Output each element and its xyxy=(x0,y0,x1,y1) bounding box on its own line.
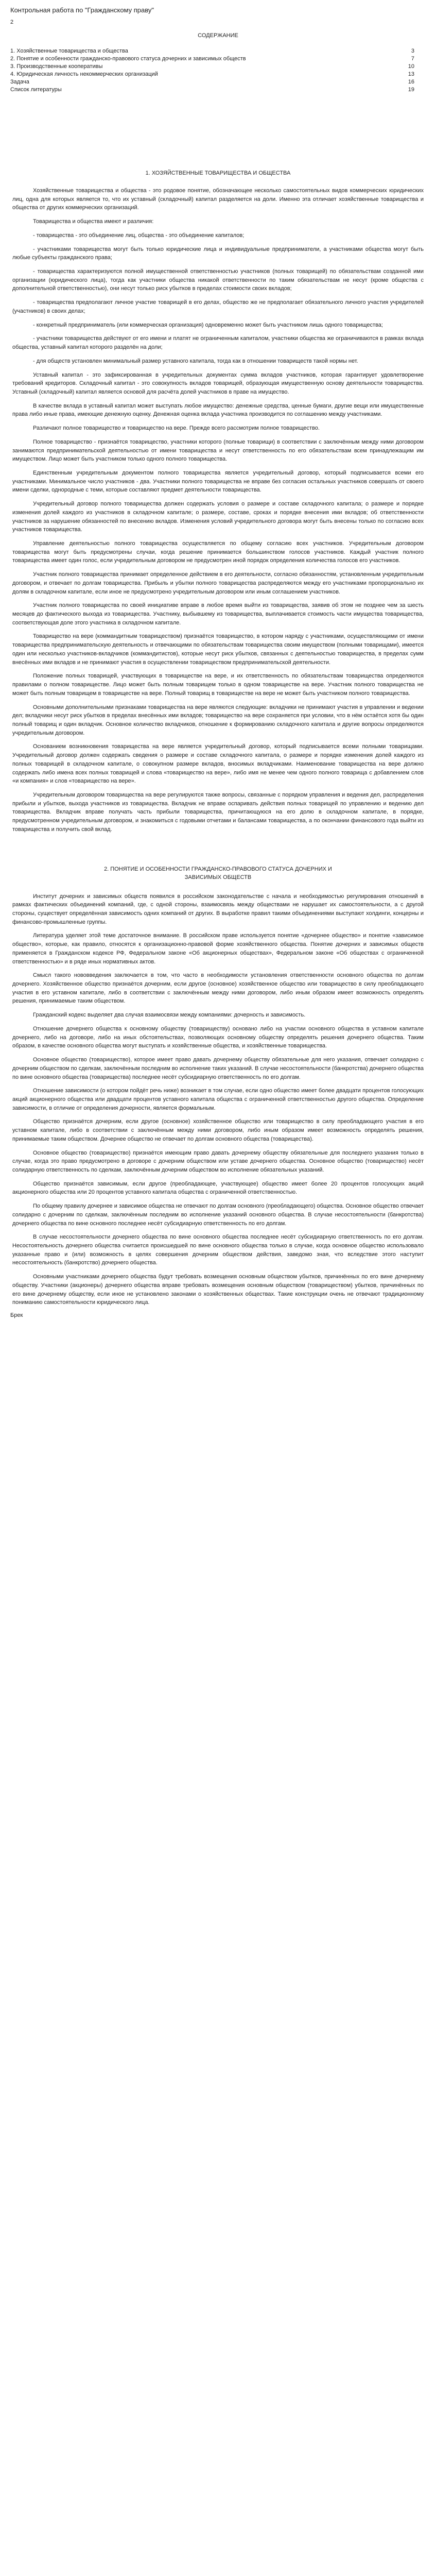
paragraph: Учредительным договором товарищества на вере регулируются также вопросы, связанные с порядком управления и ведения дел, распределения прибыли и убытков, выхода участников из товарищества. Вкладчик не вправе оспаривать действия полных товарищей по управлению и ведению дел товарищества. Вкладчик вправе получать часть прибыли товарищества, причитающуюся на его долю в складочном капитале, в порядке, предусмотренном учредительным договором, и знакомиться с годовыми отчетами и балансами товарищества, а по окончании финансового года выйти из товарищества и получить свой вклад. xyxy=(12,791,424,833)
toc-item-page: 7 xyxy=(411,56,414,62)
paragraph: В качестве вклада в уставный капитал может выступать любое имущество: денежные средства, ценные бумаги, другие вещи или имущественные права либо иные права, имеющие денежную оценку. Денежная оценка вклада участника производится по соглашению между участниками. xyxy=(12,402,424,418)
paragraph: Литература уделяет этой теме достаточное внимание. В российском праве используется понятие «дочернее общество» и понятие «зависимое общество», которые, как правило, относятся к организационно-правовой форме хозяйственного общества. Понятие дочерних и зависимых обществ применяется в Гражданском кодексе РФ, Федеральном законе «Об акционерных обществах», Федеральном законе «Об обществах с ограниченной ответственностью» и в ряде иных нормативных актов. xyxy=(12,933,424,965)
toc-item[interactable] xyxy=(10,63,426,70)
paragraph: Отношение дочернего общества к основному обществу (товариществу) основано либо на участии основного общества в уставном капитале дочернего, либо на договоре, либо на иных обстоятельствах, позволяющих основному обществу определять решения дочернего общества. Таким образом, в качестве основного общества могут выступать и хозяйственные общества, и хозяйственные товарищества. xyxy=(12,1025,424,1049)
toc-heading: СОДЕРЖАНИЕ xyxy=(198,32,238,39)
toc-item-label: 2. Понятие и особенности гражданско-правового статуса дочерних и зависимых обществ xyxy=(10,56,246,62)
section-2-heading-line-2: ЗАВИСИМЫХ ОБЩЕСТВ xyxy=(184,874,252,881)
paragraph: - товарищества предполагают личное участие товарищей в его делах, общество же не предполагает обязательного личного участия учредителей (участников) в своих делах; xyxy=(12,299,424,314)
paragraph: - участники товарищества действуют от его имени и платят не ограниченным капиталом, участники общества же ограничиваются в рамках вклада общества, уставный капитал которого разделён на доли; xyxy=(12,335,424,351)
paragraph: Участник полного товарищества принимает определенное действием в его деятельности, согласно обязанностям, установленным учредительным договором, и отвечает по долгам товарищества. Прибыль и убытки полного товарищества распределяются между его участниками пропорционально их долям в складочном капитале, если иное не предусмотрено учредительным договором или иным соглашением участников. xyxy=(12,571,424,595)
paragraph: По общему правилу дочернее и зависимое общества не отвечают по долгам основного (преобладающего) общества. Основное общество отвечает солидарно с дочерним по сделкам, заключённым последним во исполнение указаний основного общества. В случае несостоятельности (банкротства) дочернего общества по вине основного последнее несёт субсидиарную ответственность по его долгам. xyxy=(12,1203,424,1227)
paragraph: Полное товарищество - признаётся товарищество, участники которого (полные товарищи) в соответствии с заключённым между ними договором занимаются предпринимательской деятельностью от имени товарищества и несут ответственность по его обязательствам всем принадлежащим им имуществом. Лицо может быть участником только одного полного товарищества. xyxy=(12,438,424,463)
toc-item[interactable] xyxy=(10,87,426,93)
toc-item-label: Список литературы xyxy=(10,87,62,93)
toc-item-page: 3 xyxy=(411,48,414,54)
toc-item[interactable] xyxy=(10,48,426,54)
toc-item-page: 19 xyxy=(408,87,414,93)
section-2-body xyxy=(10,892,426,1307)
toc-item-page: 16 xyxy=(408,79,414,85)
paragraph: Участник полного товарищества по своей инициативе вправе в любое время выйти из товарищества, заявив об этом не позднее чем за шесть месяцев до фактического выхода из товарищества. Участнику, выбывшему из товарищества, выплачивается стоимость части имущества товарищества, соответствующая доле этого участника в складочном капитале. xyxy=(12,602,424,626)
toc-item-page: 13 xyxy=(408,71,414,77)
paragraph: Учредительный договор полного товарищества должен содержать условия о размере и составе складочного капитала; о размере и порядке изменения долей каждого из участников в складочном капитале; о размере, составе, сроках и порядке внесения ими вкладов; об ответственности участников за нарушение обязанностей по внесению вкладов. Изменения условий учредительного договора могут быть внесены только по согласию всех участников товарищества. xyxy=(12,501,424,533)
paragraph: Общество признаётся дочерним, если другое (основное) хозяйственное общество или товарищество в силу преобладающего участия в его уставном капитале, либо в соответствии с заключённым между ними договором, либо иным образом имеет возможность определять решения, принимаемые таким обществом. Дочернее общество не отвечает по долгам основного общества (товарищества). xyxy=(12,1118,424,1142)
paragraph: Различают полное товарищество и товарищество на вере. Прежде всего рассмотрим полное товарищество. xyxy=(33,425,320,432)
table-of-contents xyxy=(10,32,426,93)
toc-item[interactable] xyxy=(10,56,426,62)
paragraph: - товарищества характеризуются полной имущественной ответственностью участников (полных товарищей) по обязательствам созданной ими организации (юридического лица), тогда как участники общества никакой ответственности по таким обязательствам не несут (кроме общества с дополнительной ответственностью), они несут только риск убытков в пределах стоимости своих вкладов; xyxy=(12,268,424,292)
paragraph: Основными участниками дочернего общества будут требовать возмещения основным обществом убытков, причинённых по его вине дочернему обществу. Участники (акционеры) дочернего общества вправе требовать возмещения основным обществом (товариществом) убытков, причинённых по его вине дочернему обществу, если иное не установлено законами о хозяйственных обществах. Такие конструкции очень не отвечают традиционному пониманию самостоятельности юридического лица. xyxy=(12,1274,424,1306)
section-1-body xyxy=(10,187,426,834)
toc-item[interactable] xyxy=(10,71,426,77)
section-2 xyxy=(10,865,426,1307)
document-title: Контрольная работа по "Гражданскому праву" xyxy=(10,6,154,14)
paragraph: Уставный капитал - это зафиксированная в учредительных документах сумма вкладов участников, которая гарантирует удовлетворение требований кредиторов. Складочный капитал - это совокупность вкладов товарищей, образующая имущественную основу деятельности товарищества. Уставный (складочный) капитал является основой для расчёта долей участников в праве на имущество. xyxy=(12,371,424,395)
section-1-heading: 1. ХОЗЯЙСТВЕННЫЕ ТОВАРИЩЕСТВА И ОБЩЕСТВА xyxy=(145,170,291,176)
paragraph: Общество признаётся зависимым, если другое (преобладающее, участвующее) общество имеет более 20 процентов голосующих акций акционерного общества или 20 процентов уставного капитала общества с ограниченной ответственностью. xyxy=(12,1180,424,1196)
paragraph: Основное общество (товарищество), которое имеет право давать дочернему обществу обязательные для него указания, отвечает солидарно с дочерним обществом по сделкам, заключённым последним во исполнение таких указаний. В случае несостоятельности (банкротства) дочернего общества по вине основного общества (товарищества) последнее несёт субсидиарную ответственность по его долгам. xyxy=(12,1057,424,1080)
toc-item-page: 10 xyxy=(408,63,414,70)
paragraph: - участниками товарищества могут быть только юридические лица и индивидуальные предприниматели, а участниками общества могут быть любые субъекты гражданского права; xyxy=(12,246,424,261)
paragraph: Основными дополнительными признаками товарищества на вере являются следующие: вкладчики не принимают участия в управлении и ведении дел; вкладчики несут риск убытков в пределах внесённых ими вкладов; товарищество на вере сохраняется при условии, что в нём остаётся хотя бы один полный товарищ и один вкладчик. Основное количество вкладчиков, отношение к формированию складочного капитала и другие вопросы определяются учредительным договором. xyxy=(12,704,424,736)
section-2-heading-line-1: 2. ПОНЯТИЕ И ОСОБЕННОСТИ ГРАЖДАНСКО-ПРАВОВОГО СТАТУСА ДОЧЕРНИХ И xyxy=(104,866,332,872)
paragraph: Товарищество на вере (коммандитным товариществом) признаётся товарищество, в котором наряду с участниками, осуществляющими от имени товарищества предпринимательскую деятельность и отвечающими по обязательствам товарищества своим имуществом (полными товарищами), имеется один или несколько участников-вкладчиков (коммандитистов), которые несут риск убытков, связанных с деятельностью товарищества, в пределах сумм внесённых ими вкладов и не принимают участия в осуществлении товариществом предпринимательской деятельности. xyxy=(12,633,424,666)
paragraph: Положение полных товарищей, участвующих в товариществе на вере, и их ответственность по обязательствам товарищества определяются правилами о полном товариществе. Лицо может быть полным товарищем только в одном товариществе на вере. Участник полного товарищества не может быть полным товарищем в товариществе на вере. Полный товарищ в товариществе на вере не может быть участником полного товарищества. xyxy=(12,673,424,697)
toc-item-label: Задача xyxy=(10,79,29,85)
footer-text: Брек xyxy=(10,1312,23,1319)
paragraph: Хозяйственные товарищества и общества - это родовое понятие, обозначающее несколько самостоятельных видов коммерческих юридических лиц, одна для которых является то, что их уставный (складочный) капитал разделяется на доли. Именно эта отличает хозяйственные товарищества и общества от других коммерческих организаций. xyxy=(12,188,424,211)
toc-item-label: 1. Хозяйственные товарищества и общества xyxy=(10,48,128,54)
toc-item-label: 3. Производственные кооперативы xyxy=(10,63,103,70)
paragraph: Основанием возникновения товарищества на вере является учредительный договор, который подписывается всеми полными товарищами. Учредительный договор должен содержать сведения о размере и составе складочного капитала, о размере и порядке изменения долей каждого из полных товарищей в складочном капитале, о совокупном размере вкладов, вносимых вкладчиками. Наименование товарищества на вере должно содержать либо имена всех полных товарищей и слова «товарищество на вере», либо имя не менее чем одного полного товарища с добавлением слов «и компания» и слов «товарищество на вере». xyxy=(12,743,424,785)
paragraph: Гражданский кодекс выделяет два случая взаимосвязи между компаниями: дочерность и зависимость. xyxy=(33,1012,306,1019)
toc-item-label: 4. Юридическая личность некоммерческих организаций xyxy=(10,71,158,77)
paragraph: Институт дочерних и зависимых обществ появился в российском законодательстве с начала и необходимостью регулирования отношений в рамках фактических объединений компаний, где, с одной стороны, взаимосвязь между обществами не нарушает их самостоятельности, а с другой стороны, существует определённая зависимость одних компаний от других. В выработке правил такими объединениями выступают холдинги, концерны и финансово-промышленные группы. xyxy=(12,893,424,925)
paragraph: - товарищества - это объединение лиц, общества - это объединение капиталов; xyxy=(33,232,245,239)
paragraph: - конкретный предприниматель (или коммерческая организация) одновременно может быть участником лишь одного товарищества; xyxy=(33,321,383,328)
toc-item[interactable] xyxy=(10,79,426,85)
paragraph: Товарищества и общества имеют и различия: xyxy=(33,218,154,225)
paragraph: Управление деятельностью полного товарищества осуществляется по общему согласию всех участников. Учредительным договором товарищества могут быть предусмотрены случаи, когда решение принимается большинством голосов участников. Каждый участник полного товарищества имеет один голос, если учредительным договором не предусмотрен иной порядок определения количества голосов его участников. xyxy=(12,540,424,564)
page-number: 2 xyxy=(10,19,14,25)
paragraph: В случае несостоятельности дочернего общества по вине основного общества последнее несёт субсидиарную ответственность по его долгам. Несостоятельность дочернего общества считается происшедшей по вине основного общества только в случае, когда основное общество использовало указанные право и (или) возможность в целях совершения дочерним обществом действия, заведомо зная, что вследствие этого наступит несостоятельность (банкротство) дочернего общества. xyxy=(12,1234,424,1266)
paragraph: - для обществ установлен минимальный размер уставного капитала, тогда как в отношении товариществ такой нормы нет. xyxy=(33,358,358,364)
section-1 xyxy=(10,170,426,834)
paragraph: Единственным учредительным документом полного товарищества является учредительный договор, который подписывается всеми его участниками. Минимальное число участников - два. Участники полного товарищества не вправе без согласия остальных участников совершать от своего имени сделки, однородные с теми, которые составляют предмет деятельности товарищества. xyxy=(12,469,424,494)
section-2-heading xyxy=(10,865,426,882)
paragraph: Основное общество (товарищество) признаётся имеющим право давать дочернему обществу обязательные для последнего указания только в случае, когда это право предусмотрено в договоре с дочерним обществом или уставе дочернего общества. Основное общество (товарищество) несёт солидарную ответственность по сделкам, заключённым дочерним обществом во исполнение обязательных указаний. xyxy=(12,1149,424,1173)
paragraph: Смысл такого нововведения заключается в том, что часто в необходимости установления ответственности основного общества по долгам дочернего. Хозяйственное общество признаётся дочерним, если другое (основное) хозяйственное общество или товарищество в силу преобладающего участия в его уставном капитале, либо в соответствии с заключённым между ними договором, либо иным образом имеет возможность определять решения, принимаемые таким обществом. xyxy=(12,972,424,1005)
paragraph: Отношение зависимости (о котором пойдёт речь ниже) возникает в том случае, если одно общество имеет более двадцати процентов голосующих акций акционерного общества или двадцати процентов уставного капитала общества с ограниченной ответственностью другого общества. Определение зависимости, в отличие от определения дочерности, является формальным. xyxy=(12,1088,424,1111)
